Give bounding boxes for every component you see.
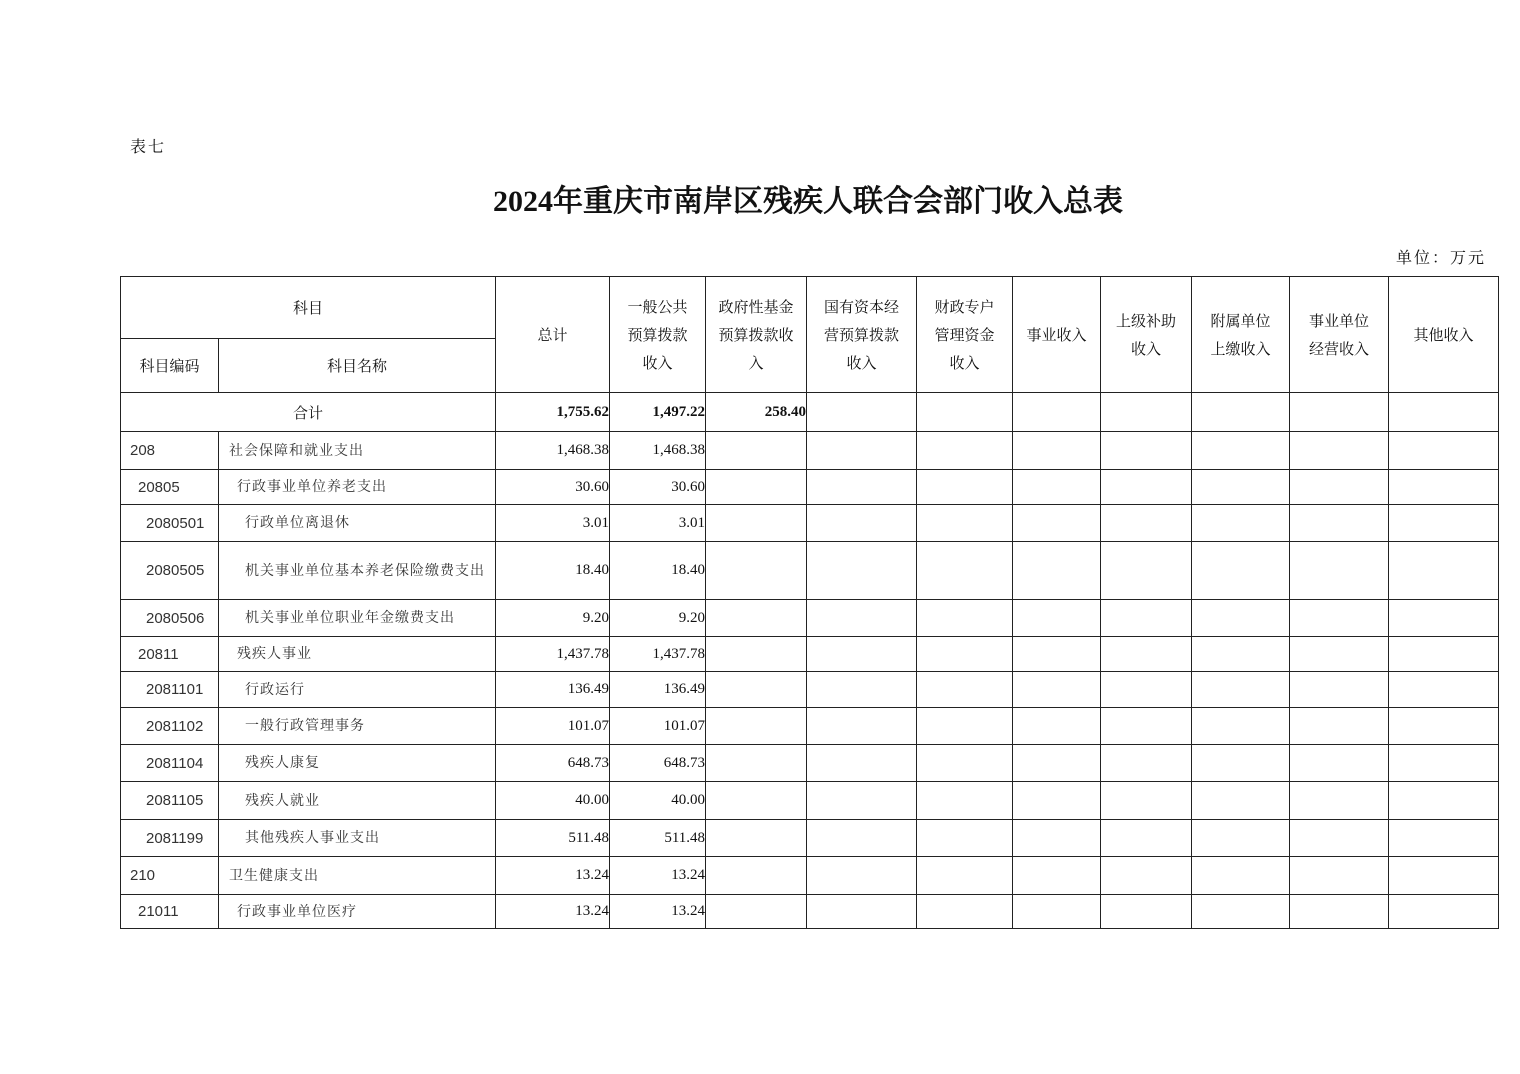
subject-name: 行政单位离退休 [219,505,496,542]
row-general-budget: 13.24 [610,857,706,895]
empty-cell [1389,470,1499,505]
subject-code: 2081105 [121,782,219,820]
empty-cell [807,895,917,929]
empty-cell [1013,637,1101,672]
empty-cell [1290,600,1389,637]
empty-cell [1013,745,1101,782]
row-general-budget: 13.24 [610,895,706,929]
empty-cell [1101,637,1192,672]
empty-cell [917,782,1013,820]
empty-cell [1290,637,1389,672]
subject-code: 20805 [121,470,219,505]
empty-cell [1101,895,1192,929]
header-subject-name: 科目名称 [219,339,496,393]
row-total: 136.49 [496,672,610,708]
total-gov-fund: 258.40 [706,393,807,432]
table-row [121,637,1499,672]
header-other-income: 其他收入 [1389,277,1499,393]
empty-cell [1192,432,1290,470]
empty-cell [1389,857,1499,895]
empty-cell [1013,432,1101,470]
empty-cell [1290,505,1389,542]
total-label: 合计 [121,393,496,432]
empty-cell [807,857,917,895]
row-total: 18.40 [496,542,610,600]
row-general-budget: 18.40 [610,542,706,600]
empty-cell [1389,672,1499,708]
empty-cell [917,393,1013,432]
empty-cell [706,600,807,637]
header-gov-fund: 政府性基金预算拨款收入 [706,277,807,393]
empty-cell [1101,708,1192,745]
empty-cell [1290,782,1389,820]
empty-cell [1192,600,1290,637]
subject-code: 20811 [121,637,219,672]
empty-cell [706,895,807,929]
subject-name: 残疾人事业 [219,637,496,672]
empty-cell [1192,857,1290,895]
empty-cell [1192,470,1290,505]
empty-cell [807,820,917,857]
row-general-budget: 1,437.78 [610,637,706,672]
row-general-budget: 3.01 [610,505,706,542]
empty-cell [1101,393,1192,432]
empty-cell [1101,600,1192,637]
empty-cell [917,672,1013,708]
unit-label: 单位：万元 [1395,248,1486,267]
subject-name: 社会保障和就业支出 [219,432,496,470]
empty-cell [1389,708,1499,745]
empty-cell [1101,505,1192,542]
page-title: 2024年重庆市南岸区残疾人联合会部门收入总表 [493,185,1123,218]
empty-cell [706,745,807,782]
row-total: 30.60 [496,470,610,505]
empty-cell [1013,708,1101,745]
empty-cell [807,600,917,637]
total-amount: 1,755.62 [496,393,610,432]
empty-cell [807,470,917,505]
empty-cell [706,820,807,857]
empty-cell [1101,672,1192,708]
empty-cell [1389,895,1499,929]
empty-cell [1192,505,1290,542]
subject-code: 21011 [121,895,219,929]
subject-name: 残疾人就业 [219,782,496,820]
empty-cell [1013,470,1101,505]
subject-name: 残疾人康复 [219,745,496,782]
empty-cell [1013,820,1101,857]
empty-cell [1290,432,1389,470]
subject-name: 卫生健康支出 [219,857,496,895]
empty-cell [1192,782,1290,820]
empty-cell [917,895,1013,929]
header-subject-code: 科目编码 [121,339,219,393]
empty-cell [807,542,917,600]
header-subject: 科目 [121,277,496,339]
empty-cell [1192,895,1290,929]
empty-cell [706,542,807,600]
table-row [121,470,1499,505]
empty-cell [706,637,807,672]
empty-cell [1389,393,1499,432]
empty-cell [1290,542,1389,600]
empty-cell [1013,857,1101,895]
row-total: 3.01 [496,505,610,542]
empty-cell [1192,637,1290,672]
table-row [121,432,1499,470]
empty-cell [1389,600,1499,637]
header-business-operation: 事业单位经营收入 [1290,277,1389,393]
empty-cell [917,708,1013,745]
row-total: 648.73 [496,745,610,782]
subject-code: 2080505 [121,542,219,600]
row-general-budget: 30.60 [610,470,706,505]
empty-cell [917,745,1013,782]
empty-cell [807,505,917,542]
empty-cell [1290,820,1389,857]
row-total: 9.20 [496,600,610,637]
empty-cell [1389,820,1499,857]
empty-cell [1389,782,1499,820]
subject-code: 2081199 [121,820,219,857]
empty-cell [807,672,917,708]
row-general-budget: 101.07 [610,708,706,745]
subject-name: 行政事业单位养老支出 [219,470,496,505]
empty-cell [1290,745,1389,782]
empty-cell [706,470,807,505]
subject-code: 2081101 [121,672,219,708]
empty-cell [1101,857,1192,895]
table-row [121,505,1499,542]
empty-cell [1013,600,1101,637]
empty-cell [807,637,917,672]
subject-name: 行政事业单位医疗 [219,895,496,929]
row-general-budget: 511.48 [610,820,706,857]
subject-code: 208 [121,432,219,470]
header-row-1 [121,277,1499,339]
row-total: 101.07 [496,708,610,745]
empty-cell [917,505,1013,542]
empty-cell [1192,745,1290,782]
row-total: 13.24 [496,857,610,895]
empty-cell [1290,895,1389,929]
row-general-budget: 648.73 [610,745,706,782]
subject-code: 210 [121,857,219,895]
row-total: 1,468.38 [496,432,610,470]
empty-cell [1101,782,1192,820]
empty-cell [807,782,917,820]
table-number-label: 表七 [130,137,167,156]
empty-cell [1013,542,1101,600]
empty-cell [1290,470,1389,505]
empty-cell [917,470,1013,505]
table-row [121,600,1499,637]
table-row [121,708,1499,745]
empty-cell [1290,708,1389,745]
empty-cell [917,542,1013,600]
empty-cell [706,432,807,470]
empty-cell [706,857,807,895]
empty-cell [1013,672,1101,708]
subject-code: 2081102 [121,708,219,745]
subject-name: 一般行政管理事务 [219,708,496,745]
empty-cell [807,432,917,470]
empty-cell [1013,782,1101,820]
row-total: 40.00 [496,782,610,820]
row-general-budget: 136.49 [610,672,706,708]
table-row [121,745,1499,782]
revenue-table [120,276,1499,929]
row-total: 1,437.78 [496,637,610,672]
table-row [121,782,1499,820]
empty-cell [1013,393,1101,432]
header-state-capital: 国有资本经营预算拨款收入 [807,277,917,393]
table-row [121,542,1499,600]
empty-cell [1101,745,1192,782]
empty-cell [1389,542,1499,600]
subject-code: 2080501 [121,505,219,542]
empty-cell [1192,672,1290,708]
table-row [121,672,1499,708]
empty-cell [706,782,807,820]
subject-name: 其他残疾人事业支出 [219,820,496,857]
empty-cell [1192,820,1290,857]
empty-cell [1101,470,1192,505]
table-row [121,857,1499,895]
empty-cell [807,393,917,432]
subject-code: 2080506 [121,600,219,637]
empty-cell [1192,708,1290,745]
empty-cell [1192,393,1290,432]
total-row [121,393,1499,432]
subject-name: 行政运行 [219,672,496,708]
empty-cell [1290,393,1389,432]
total-general-budget: 1,497.22 [610,393,706,432]
row-general-budget: 9.20 [610,600,706,637]
empty-cell [1389,505,1499,542]
empty-cell [1290,672,1389,708]
header-affiliated-income: 附属单位上缴收入 [1192,277,1290,393]
empty-cell [1389,637,1499,672]
subject-name: 机关事业单位基本养老保险缴费支出 [219,542,496,600]
header-general-budget: 一般公共预算拨款收入 [610,277,706,393]
empty-cell [917,637,1013,672]
empty-cell [1389,432,1499,470]
subject-code: 2081104 [121,745,219,782]
row-total: 13.24 [496,895,610,929]
header-superior-subsidy: 上级补助收入 [1101,277,1192,393]
empty-cell [1101,820,1192,857]
empty-cell [1290,857,1389,895]
empty-cell [1013,895,1101,929]
row-general-budget: 1,468.38 [610,432,706,470]
header-business-income: 事业收入 [1013,277,1101,393]
empty-cell [917,857,1013,895]
empty-cell [917,432,1013,470]
empty-cell [807,745,917,782]
subject-name: 机关事业单位职业年金缴费支出 [219,600,496,637]
empty-cell [917,600,1013,637]
row-general-budget: 40.00 [610,782,706,820]
empty-cell [706,708,807,745]
empty-cell [1101,542,1192,600]
empty-cell [917,820,1013,857]
header-fiscal-special: 财政专户管理资金收入 [917,277,1013,393]
empty-cell [706,505,807,542]
empty-cell [807,708,917,745]
table-row [121,820,1499,857]
row-total: 511.48 [496,820,610,857]
empty-cell [1013,505,1101,542]
header-total: 总计 [496,277,610,393]
empty-cell [1192,542,1290,600]
empty-cell [1101,432,1192,470]
table-row [121,895,1499,929]
empty-cell [706,672,807,708]
empty-cell [1389,745,1499,782]
